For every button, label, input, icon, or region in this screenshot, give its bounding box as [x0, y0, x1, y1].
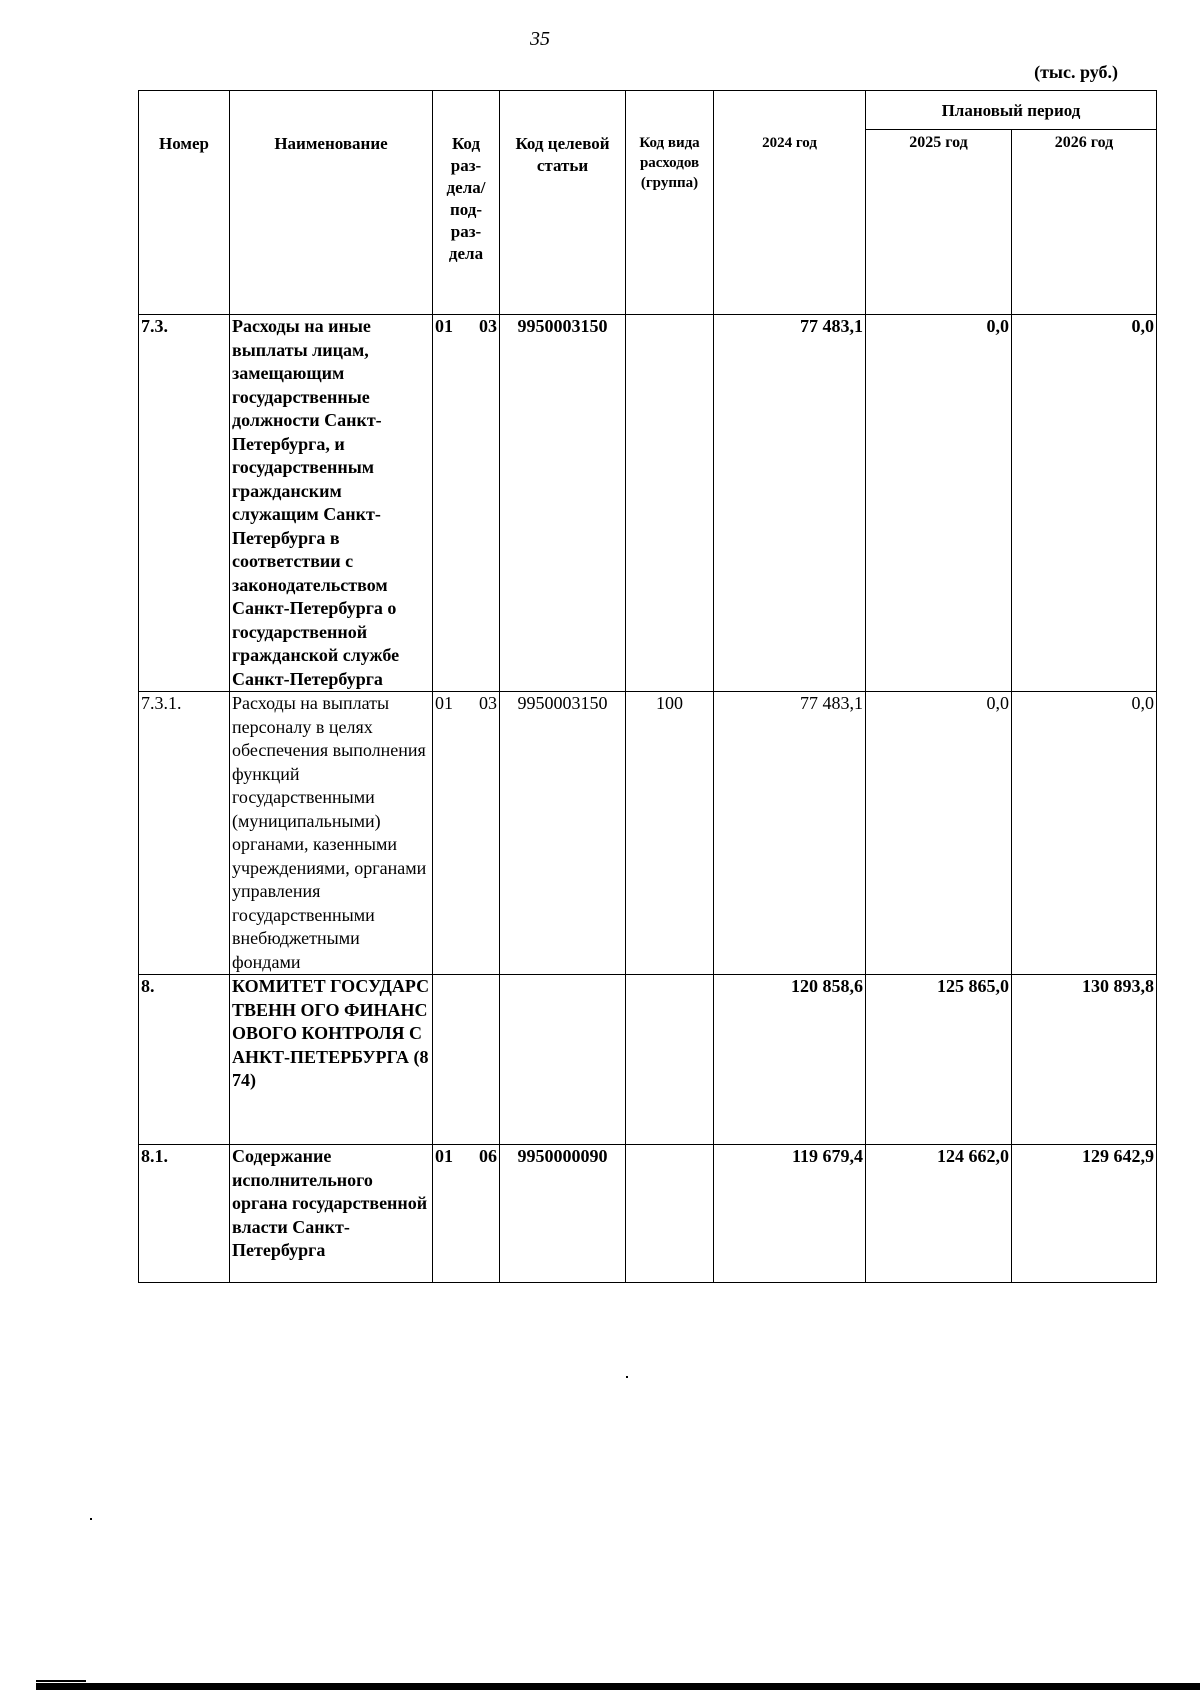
row-number: 7.3. — [139, 315, 230, 692]
row-section: 01 — [435, 316, 453, 336]
row-section: 01 — [435, 1146, 453, 1166]
row-target-code: 9950000090 — [500, 1145, 626, 1283]
row-number: 8.1. — [139, 1145, 230, 1283]
page-number: 35 — [530, 28, 550, 50]
scan-bottom-edge — [36, 1683, 1200, 1690]
row-name: КОМИТЕТ ГОСУДАРСТВЕНН ОГО ФИНАНСОВОГО КОНТРОЛЯ САНКТ-ПЕТЕРБУРГА (874) — [230, 975, 433, 1145]
row-section: 01 — [435, 693, 453, 713]
scan-edge-mark — [36, 1680, 86, 1682]
header-expense-type: Код вида расходов (группа) — [626, 91, 714, 315]
row-value-2026: 0,0 — [1012, 692, 1157, 975]
table-row — [139, 1145, 1157, 1283]
row-name: Содержание исполнительного органа государственной власти Санкт-Петербурга — [230, 1145, 433, 1283]
header-section-code: Код раз-дела/ под-раз-дела — [433, 91, 500, 315]
row-value-2026: 0,0 — [1012, 315, 1157, 692]
row-subsection: 03 — [479, 693, 497, 713]
table-row — [139, 975, 1157, 1145]
scan-speck — [90, 1518, 92, 1520]
row-number: 7.3.1. — [139, 692, 230, 975]
row-section-code — [433, 975, 500, 1145]
row-name: Расходы на выплаты персоналу в целях обеспечения выполнения функций государственными (муниципальными) органами, казенными учреждениями, органами управления государственными внебюджетными фондами — [230, 692, 433, 975]
header-year-2026: 2026 год — [1012, 130, 1157, 315]
header-row — [139, 91, 1157, 130]
row-value-2025: 0,0 — [866, 692, 1012, 975]
table-row — [139, 692, 1157, 975]
header-number: Номер — [139, 91, 230, 315]
row-value-2024: 120 858,6 — [714, 975, 866, 1145]
header-year-2024: 2024 год — [714, 91, 866, 315]
row-subsection: 06 — [479, 1146, 497, 1166]
budget-table — [138, 90, 1157, 1283]
row-section-code — [433, 315, 500, 692]
row-target-code — [500, 975, 626, 1145]
row-value-2024: 77 483,1 — [714, 315, 866, 692]
header-year-2025: 2025 год — [866, 130, 1012, 315]
row-expense-type — [626, 1145, 714, 1283]
row-value-2026: 129 642,9 — [1012, 1145, 1157, 1283]
row-value-2024: 77 483,1 — [714, 692, 866, 975]
row-value-2026: 130 893,8 — [1012, 975, 1157, 1145]
row-value-2025: 0,0 — [866, 315, 1012, 692]
header-name: Наименование — [230, 91, 433, 315]
scan-speck — [626, 1376, 628, 1378]
header-planned-period: Плановый период — [866, 91, 1157, 130]
row-target-code: 9950003150 — [500, 692, 626, 975]
row-name: Расходы на иные выплаты лицам, замещающим государственные должности Санкт-Петербурга, и государственным гражданским служащим Санкт-Петербурга в соответствии с законодательством Санкт-Петербурга о государственной гражданской службе Санкт-Петербурга — [230, 315, 433, 692]
row-number: 8. — [139, 975, 230, 1145]
row-value-2024: 119 679,4 — [714, 1145, 866, 1283]
header-target-code: Код целевой статьи — [500, 91, 626, 315]
table-row — [139, 315, 1157, 692]
row-value-2025: 124 662,0 — [866, 1145, 1012, 1283]
row-section-code — [433, 692, 500, 975]
row-expense-type: 100 — [626, 692, 714, 975]
row-expense-type — [626, 315, 714, 692]
row-subsection: 03 — [479, 316, 497, 336]
row-section-code — [433, 1145, 500, 1283]
row-target-code: 9950003150 — [500, 315, 626, 692]
row-expense-type — [626, 975, 714, 1145]
units-label: (тыс. руб.) — [1034, 62, 1118, 82]
row-value-2025: 125 865,0 — [866, 975, 1012, 1145]
